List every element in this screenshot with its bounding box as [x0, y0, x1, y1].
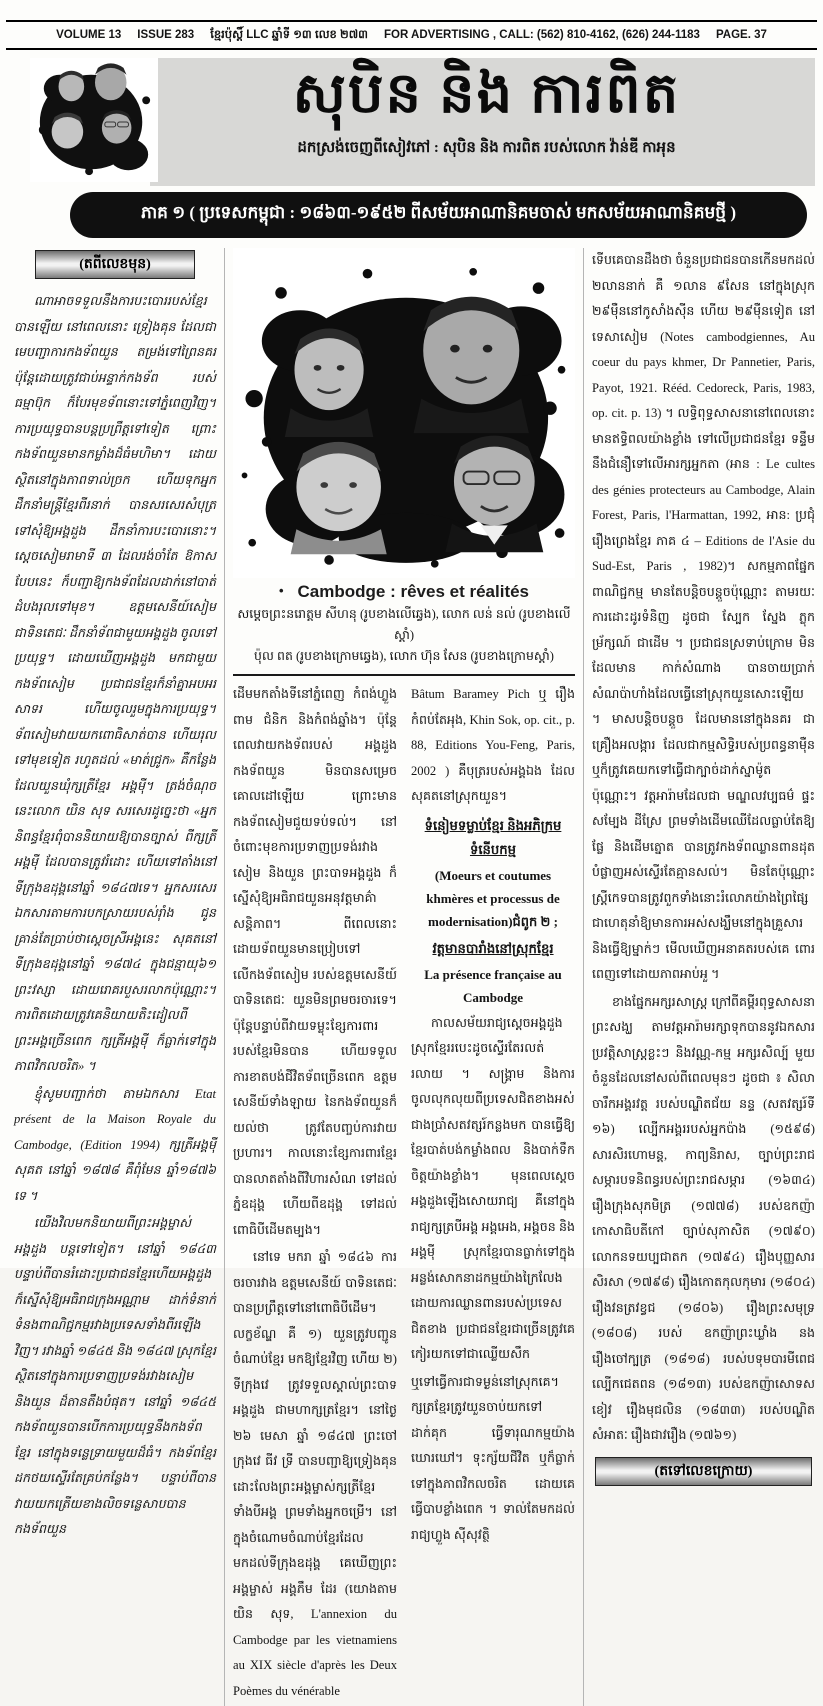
- subcol-right-paragraph-2: កាលសម័យរាជ្យស្តេចអង្គដួង ស្រុកខ្មែររបេះដូចស្ទើរតែរលត់រលាយ ។ សង្គ្រាម និងការចូលលុកលុយពីប្រទេសជិតខាងអស់ជាងប្រាំសតវត្សរ៍កន្លងមក បានធ្វើឱ្យខ្មែរបាត់បង់កម្លាំងពល និងបាក់ទឹកចិត្តយ៉ាងខ្លាំង។ មុនពេលស្តេចអង្គដួងឡើងសោយរាជ្យ គឺនៅក្នុងរាជ្យក្សត្របីអង្គ អង្គអេង, អង្គចន និងអង្គម៉ី ស្រុកខ្មែរបានធ្លាក់ទៅក្នុងអន្លង់សោកនាដកម្មយ៉ាងក្រៃលែង ដោយការឈ្លានពានរបស់ប្រទេសជិតខាង ប្រជាជនខ្មែរជាច្រើនត្រូវគេកៀរយកទៅជាឈ្លើយសឹក: [411, 1015, 575, 1361]
- subcolumn-left: [233, 682, 397, 1706]
- khmer-edition-label: ខ្មែរប៉ុស្តិ៍ LLC ឆ្នាំទី ១៣ លេខ ២៧៣: [210, 29, 369, 41]
- left-column: [14, 248, 224, 1706]
- collage-thumbnail-image: [30, 58, 158, 182]
- newspaper-title: សុបិន និង ការពិត: [292, 63, 681, 125]
- caption-bullet: •: [278, 583, 284, 598]
- right-column: [584, 248, 815, 1706]
- collage-photo: [233, 248, 575, 578]
- khmer-section-heading: ទំនៀមទម្លាប់ខ្មែរ និងអភិក្រមទំនើបកម្ម: [424, 817, 562, 857]
- title-block: [160, 58, 813, 186]
- middle-subcolumns: [233, 682, 575, 1706]
- caption-divider: [233, 674, 575, 676]
- subcol-left-paragraph-1: ដើមមកតាំងទីនៅភ្នំពេញ កំពង់ហ្លួង ពាម ជំនិក និងកំពង់ឆ្នាំង។ ប៉ុន្តែពេលវាយកងទ័ពរបស់ អង្គដួង កងទ័ពយួន មិនបានសម្រេចគោលដៅឡើយ ព្រោះមានកងទ័ពសៀមជួយទប់ទល់។ នៅចំពោះមុខការប្រទាញប្រទង់រវាង សៀម និងយួន ព្រះបាទអង្គដួង ក៏ស្នើសុំឱ្យអធិរាជយួនអនុវត្តមាគ៌ាសន្តិភាព។ ពីពេលនោះ ដោយទ័ពយួនមានប្រៀបទៅលើកងទ័ពសៀម របស់ឧត្តមសេនីយ៍ បាទិនតេជៈ យួនមិនព្រមចរចារទេ។ ប៉ុន្តែបន្ទាប់ពីវាយទម្លុះខ្សែការពាររបស់ខ្មែរមិនបាន ហើយទទួលការខាតបង់ជីវិតទ័ពច្រើនពេក ឧត្តមសេនីយ៍ទាំងឡាយ នៃកងទ័ពយួនក៏យល់ថា ត្រូវតែបញ្ចប់ការវាយប្រហារ។ កាលនោះខ្សែការពារខ្មែរ បានលាតតាំងពីវិហារសំណ ទៅដល់ភ្នំឧដុង្គ ហើយពីឧដុង្គ ទៅដល់ពោធិបីដើមតម្បង។: [233, 687, 397, 1237]
- left-paragraph-2: ខ្ញុំសូមបញ្ជាក់ថា តាមឯកសារ Etat présent de la Maison Royale du Cambodge, (Edition 1994) ក្សត្រីអង្គម៉ី សុគត នៅឆ្នាំ ១៨៧៨ គឺពុំមែន ឆ្នាំ១៨៧៦ ទេ ។: [14, 1086, 216, 1203]
- subcol-right-paragraph-1: Bâtum Baramey Pich ឬ រឿងកំពប់តែអុង, Khin Sok, op. cit., p. 88, Editions You-Feng, Paris, 2002 ) គឺបុត្ររបស់អង្គឯង ដែលសុគតនៅស្រុកយួន។: [411, 687, 575, 803]
- continued-next-issue-box: (តទៅលេខក្រោយ): [595, 1457, 811, 1486]
- page-number-label: PAGE. 37: [715, 29, 767, 41]
- subcol-right-paragraph-3: ឬទៅធ្វើការជាទម្ងន់នៅស្រុកគេ។ ក្សត្រខ្មែរត្រូវយួនចាប់យកទៅដាក់គុក ធ្វើទារុណកម្មយ៉ាងឃោរឃៅ។ ទុះក្ស័យជីវិត ឬក៏ធ្លាក់ទៅក្នុងភាពវិកលចរិត ដោយគេធ្វើបាបខ្លាំងពេក ។ ទាល់តែមកដល់រាជ្យហ្លួង ស៊ីសុវត្ថិ: [411, 1374, 575, 1542]
- photo-credit-line-1: សម្តេចព្រះនរោត្តម សីហនុ (រូបខាងលើឆ្វេង), លោក លន់ នល់ (រូបខាងលើស្តាំ): [237, 607, 571, 642]
- french-subheading: La présence française au Cambodge: [424, 966, 562, 1005]
- face-top-left: [285, 328, 373, 437]
- khmer-subheading: វត្តមានបារាំងនៅស្រុកខ្មែរ: [432, 940, 554, 956]
- continued-from-box: (តពីលេខមុន): [35, 250, 195, 279]
- newspaper-subtitle: ដកស្រង់ចេញពីសៀវភៅ : សុបិន និង ការពិត របស់លោក វ៉ាន់ឌី កាអុន: [297, 140, 676, 156]
- subcolumn-right: [411, 682, 575, 1706]
- left-paragraph-3: យើងវិលមកនិយាយពីព្រះអង្គម្ចាស់ អង្គដួង បន្តទៅទៀត។ នៅឆ្នាំ ១៨៤៣ បន្ទាប់ពីបានរំដោះប្រជាជនខ្មែរហើយអង្គដួង ក៏ស្នើសុំឱ្យអធិរាជក្រុងអណ្ណាម ដាក់ទំនាក់ទំនងពាណិជ្ជកម្មរវាងប្រទេសទាំងពីរឡើងវិញ។ រវាងឆ្នាំ ១៨៤៥ និង ១៨៤៧ ស្រុកខ្មែរស្ថិតនៅក្នុងការប្រទាញប្រទង់រវាងសៀម និងយួន ដ៏តានតឹងបំផុត។ នៅឆ្នាំ ១៨៤៥ កងទ័ពយួនបានបើកការប្រយុទ្ធនឹងកងទ័ពខ្មែរ នៅក្នុងទន្លេទ្រាយមួយដ៏ធំ។ កងទ័ពខ្មែរដកថយស្ទើរតែគ្រប់កន្លែង។ បន្ទាប់ពីបានវាយយកត្រើយខាងលិចទន្លេសាបបាន កងទ័ពយួន: [14, 1216, 216, 1536]
- masthead: [0, 58, 823, 186]
- issue-label: ISSUE 283: [137, 29, 195, 41]
- photo-credit-line-2: ប៉ុល ពត (រូបខាងក្រោមឆ្វេង), លោក ហ៊ុន សែន (រូបខាងក្រោមស្តាំ): [254, 649, 554, 663]
- photo-caption: [233, 582, 575, 602]
- left-paragraph-1: ណាអាចទទួលនឹងការបះបោររបស់ខ្មែរ បានឡើយ នៅពេលនោះ ទ្រៀងគុន ដែលជាមេបញ្ជាការកងទ័ពយួន តម្រង់ទៅព្រៃនគរ ប៉ុន្តែដោយត្រូវជាប់អន្ទាក់កងទ័ព របស់ ធម្មាប៊ុក ក៏បែរមុខទ័ពនោះទៅភ្នំពេញវិញ។ ការប្រយុទ្ធបានបន្តប្រព្រឹត្តទៅទៀត ព្រោះកងទ័ពយួនមានកម្លាំងដ៏ធំមហិមា។ ដោយស្ថិតនៅក្នុងភាពទាល់ច្រក ហើយទុកអ្នកដឹកនាំមន្ត្រីខ្មែរពីរនាក់ បានសរសេរសំបុត្រទៅសុំឱ្យអង្គដួង ដឹកនាំការបះបោរនោះ។ ស្តេចសៀមរាមាទី ៣ ដែលរង់ចាំតែ ឱកាសបែបនេះ ក៏បញ្ជាឱ្យកងទ័ពដែលដាក់នៅបាត់ដំបងរុលទៅមុខ។ ឧត្តមសេនីយ៍សៀម ជាទិនតេជៈ ដឹកនាំទ័ពជាមួយអង្គដួង ចូលទៅប្រយុទ្ធ។ ដោយឃើញអង្គដួង មកជាមួយកងទ័ពសៀម ប្រជាជនខ្មែរក៏នាំគ្នាអបអរសាទរ ហើយចូលរួមក្នុងការប្រយុទ្ធ។ ទ័ពសៀមវាយយកពោធិសាត់បាន ហើយរុលទៅមុខទៀត រហូតដល់ «មាត់ជ្រូក» គឺកន្លែងដែលយួនឃុំក្សត្រីខ្មែរ អង្គម៉ី។ ត្រង់ចំណុចនេះលោក យិន សុទ សរសេរដូច្នេះថា «អ្នកនិពន្ធខ្មែរពុំបាននិយាយឱ្យបានច្បាស់ ពីក្សត្រីអង្គម៉ី ដែលបានត្រូវរំដោះ ហើយទៅតាំងនៅទីក្រុងឧដុង្គនៅឆ្នាំ ១៨៤៧ទេ។ អ្នកសរសេរឯកសារតាមការបកស្រាយរបស់រ៉ាំង ជូន គ្រាន់តែប្រាប់ថាស្តេចស្រីអង្គនេះ សុគតនៅទីក្រុងឧដុង្គនៅឆ្នាំ ១៨៧៤ ក្នុងជន្មាយុ៦១ ព្រះវស្សា ដោយរោគរបួសរលាកប៉ុណ្ណោះ។ ការពិតដោយត្រូវគេនិយាយតិះដៀលពីព្រះអង្គច្រើនពេក ក្សត្រីអង្គម៉ី ក៏ធ្លាក់ទៅក្នុងភាពវិកលចរិត» ។: [14, 294, 216, 1073]
- right-paragraph-1: ទើបគេបានដឹងថា ចំនួនប្រជាជនបានកើនមកដល់ ២លាននាក់ គឺ ១លាន ៩សែន នៅក្នុងស្រុក ២៩ម៉ឺននៅកូសាំងស៊ីន ហើយ ២៩ម៉ឺនទៀត នៅទេសាសៀម (Notes cambodgiennes, Au coeur du pays khmer, Dr Pannetier, Paris, Payot, 1921. Rééd. Cedoreck, Paris, 1983, op. cit. p. 13) ។ លទ្ធិពុទ្ធសាសនានៅពេលនោះមានឥទ្ធិពលយ៉ាងខ្លាំង ទៅលើប្រជាជនខ្មែរ ទន្ទឹមនឹងជំនឿទៅលើអារក្សអ្នកតា (អាន : Le cultes des génies protecteurs au Cambodge, Alain Forest, Paris, l'Harmattan, 1992, អាន: ប្រជុំរឿងព្រេងខ្មែរ ភាគ ៤ – Editions de l'Asie du Sud-Est, Paris , 1982)។ សកម្មភាពផ្នែកពាណិជ្ជកម្ម មានតែបន្តិចបន្តួចប៉ុណ្ណោះ តាមរយៈការដោះដូរទំនិញ ដូចជា ស្បែក ស្នែង ភ្លុក ម្រ័ក្សណ៍ ជាដើម ។ ប្រជាជនស្រទាប់ក្រោម មិនដែលមាន កាក់សំណាង បានចាយប្រាក់សំណប៉ាហាំងដែលធ្វើនៅស្រុកយួនសោះឡើយ ។ មាសបន្តិចបន្តួច ដែលមាននៅក្នុងនគរ ជាគ្រឿងអលង្ការ ដែលជាកម្មសិទ្ធិរបស់ប្រពន្ធនាម៉ឺន ឬក៏ត្រូវគេយកទៅធ្វើជាក្បាច់ដាក់ស្នាម៉ូតប៉ុណ្ណោះ។ វត្តអារ៉ាមដែលជា មណ្ឌលវប្បធម៌ ផ្ទះសម្បែង ដីស្រែ ព្រមទាំងដើមឈើដែលធ្លាប់តែឱ្យផ្លែ និងដើមត្នោត បានត្រូវកងទ័ពឈ្លានពានដុតបំផ្លាញអស់ស្ទើរតែគ្មានសល់។ មិនតែប៉ុណ្ណោះ ស្រ្តីកេទបានត្រូវពួកទាំងនោះរំលោភយ៉ាងព្រៃផ្សៃ ជាហេតុនាំឱ្យមានការអស់សង្ឃឹមនៅក្នុងគ្រួសារ និងធ្វើឱ្យម្នាក់ៗ មើលឃើញអនាគតរបស់គេ ពោរពេញទៅដោយភាពអាប់អួ ។: [592, 253, 815, 981]
- section-banner: ភាគ ១ ( ប្រទេសកម្ពុជា : ១៨៦៣-១៩៥២ ពីសម័យអាណានិគមចាស់ មកសម័យអាណានិគមថ្មី ): [70, 192, 807, 238]
- caption-text: Cambodge : rêves et réalités: [297, 582, 530, 601]
- top-info-bar: [6, 20, 817, 50]
- right-paragraph-2: ខាងផ្នែកអក្សរសាស្ត្រ ក្រៅពីគម្ពីរពុទ្ធសាសនា ព្រះសង្ឃ តាមវត្តអារ៉ាមរក្សាទុកបាននូវឯកសារប្រវត្តិសាស្ត្រខ្លះៗ និងវណ្ណ-កម្ម អក្សរសិល្ប៍ មួយចំនួនដែលនៅសល់ពីពេលមុនៗ ដូចជា ៖ សិលាចារឹកអង្គរវត្ត របស់បណ្ឌិតជ័យ នន្ទ (សតវត្សរ៍ទី ១៦) ល្បើកអង្គររបស់អ្នកប៉ាង (១៥៩៨) សារសិរហោមន្ត, កាព្យនិរាស, ច្បាប់ព្រះរាជ សម្ភារបទនិពន្ធរបស់ព្រះរាជសម្ភារ (១៦៣៤) រឿងក្រុងសុភមិត្រ (១៧៧៨) របស់ឧកញ៉ា កោសាធិបតីកៅ ច្បាប់សុភាសិត (១៧៩០) លោកនទយប្បជាតក (១៧៩៤) រឿងបុញ្ញសារសិរសា (១៧៩៨) រឿងកោតកុលកុមារ (១៨០៤) រឿងវនត្រវខ្វជ (១៨០៦) រឿងព្រះសមុទ្រ (១៨០៨) របស់ ឧកញ៉ាព្រះឃ្លាំង នង រឿងចៅក្បត្រ (១៨១៨) របស់បទុមបារមីពេជ ល្បើកជេតពន (១៨១៣) របស់ឧកញ៉ាសោទស ខៀវ រឿងមុជលិន (១៨៣៣) របស់បណ្ឌិតសំអាតៈ រឿងជាវរឿង (១៧៦១): [592, 994, 815, 1442]
- french-section-heading: (Moeurs et coutumes khmères et processus de modernisation)ជំពូក ២ ;: [426, 867, 560, 929]
- volume-label: VOLUME 13: [56, 29, 122, 41]
- article-body: [14, 248, 815, 1706]
- middle-column: [224, 248, 584, 1706]
- subcol-left-paragraph-2: នៅទេ មករា ឆ្នាំ ១៨៤៦ ការចរចារវាង ឧត្តមសេនីយ៍ បាទិនតេជៈ បានប្រព្រឹត្តទៅនៅពោធិបីដើម។ លក្ខខ័ណ្ឌ គឺ ១) យួនត្រូវបញ្ជូនចំណាប់ខ្មែរ មកឱ្យខ្មែរវិញ ហើយ ២) ទីក្រុងវេ ត្រូវទទួលស្គាល់ព្រះបាទ អង្គដួង ជាមហាក្សត្រខ្មែរ។ នៅថ្ងៃ ២៦ មេសា ឆ្នាំ ១៨៤៧ ព្រះចៅក្រុងវេ ធីវ ទ្រី បានបញ្ជាឱ្យទ្រៀងគុន ដោះលែងព្រះអង្គម្ចាស់ក្សត្រីខ្មែរ ទាំងបីអង្គ ព្រមទាំងអ្នកចម្រើ។ នៅក្នុងចំណោមចំណាប់ខ្មែរដែលមកដល់ទីក្រុងឧដុង្គ គេឃើញព្រះអង្គម្ចាស់ អង្គភឹម ដែរ (យោងតាម យិន សុទ, L'annexion du Cambodge par les vietnamiens au XIX siècle d'après les Deux Poèmes du vénérable: [233, 1250, 397, 1698]
- advertising-label: FOR ADVERTISING , CALL: (562) 810-4162, (626) 244-1183: [384, 29, 700, 41]
- face-bottom-right: [445, 436, 543, 553]
